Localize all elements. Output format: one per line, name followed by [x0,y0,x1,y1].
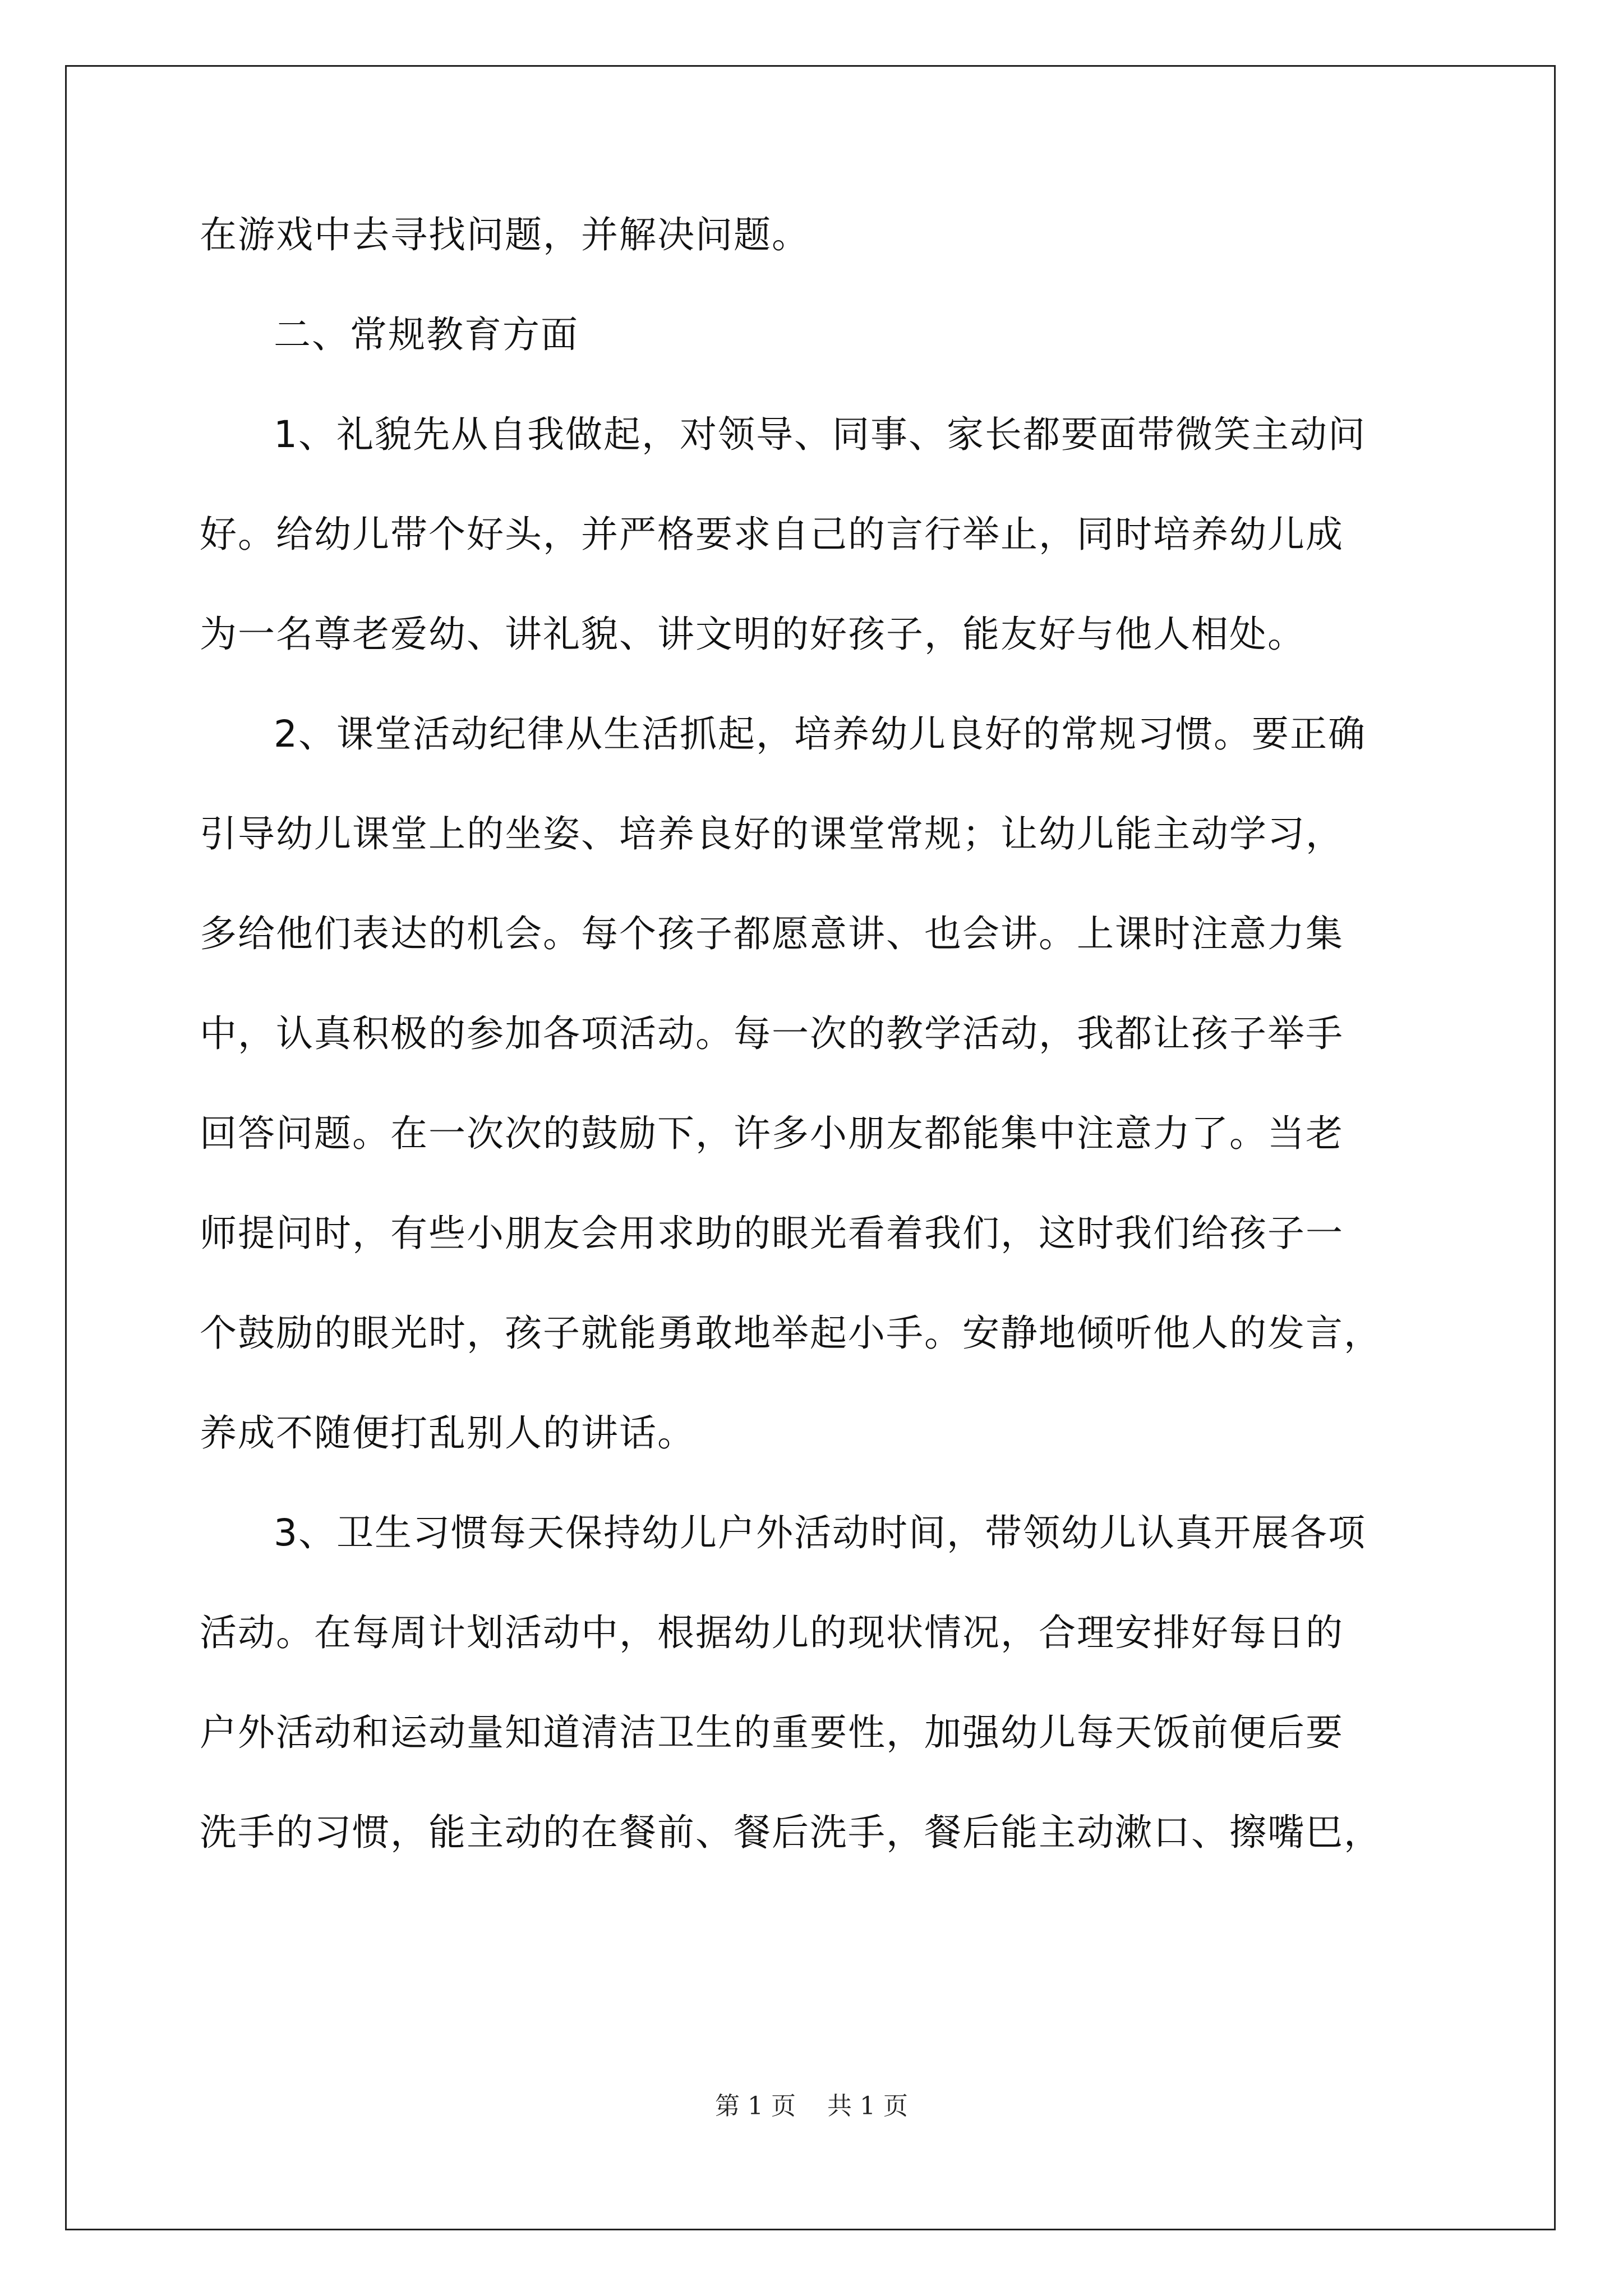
text-line: 为一名尊老爱幼、讲礼貌、讲文明的好孩子，能友好与他人相处。 [200,613,1306,656]
text-line: 多给他们表达的机会。每个孩子都愿意讲、也会讲。上课时注意力集 [200,912,1344,955]
text-line: 在游戏中去寻找问题，并解决问题。 [200,213,810,256]
page-footer [0,2090,1623,2123]
text-line: 养成不随便打乱别人的讲话。 [200,1411,695,1455]
text-line: 中，认真积极的参加各项活动。每一次的教学活动，我都让孩子举手 [200,1012,1344,1055]
text-line: 洗手的习惯，能主动的在餐前、餐后洗手，餐后能主动漱口、擦嘴巴， [200,1811,1382,1854]
text-line: 引导幼儿课堂上的坐姿、培养良好的课堂常规；让幼儿能主动学习， [200,812,1344,855]
page-number: 第 1 页 [715,2092,796,2120]
section-heading: 二、常规教育方面 [274,313,579,356]
text-line: 3、卫生习惯每天保持幼儿户外活动时间，带领幼儿认真开展各项 [274,1511,1366,1554]
text-line: 回答问题。在一次次的鼓励下，许多小朋友都能集中注意力了。当老 [200,1112,1344,1155]
text-line: 好。给幼儿带个好头，并严格要求自己的言行举止，同时培养幼儿成 [200,513,1344,556]
text-line: 1、礼貌先从自我做起，对领导、同事、家长都要面带微笑主动问 [274,413,1366,456]
text-line: 2、课堂活动纪律从生活抓起，培养幼儿良好的常规习惯。要正确 [274,712,1366,756]
text-line: 户外活动和运动量知道清洁卫生的重要性，加强幼儿每天饭前便后要 [200,1711,1344,1754]
document-body [200,185,1439,1883]
text-line: 活动。在每周计划活动中，根据幼儿的现状情况，合理安排好每日的 [200,1611,1344,1654]
text-line: 个鼓励的眼光时，孩子就能勇敢地举起小手。安静地倾听他人的发言， [200,1312,1382,1355]
page-total: 共 1 页 [827,2092,908,2120]
text-line: 师提问时，有些小朋友会用求助的眼光看着我们，这时我们给孩子一 [200,1212,1344,1255]
